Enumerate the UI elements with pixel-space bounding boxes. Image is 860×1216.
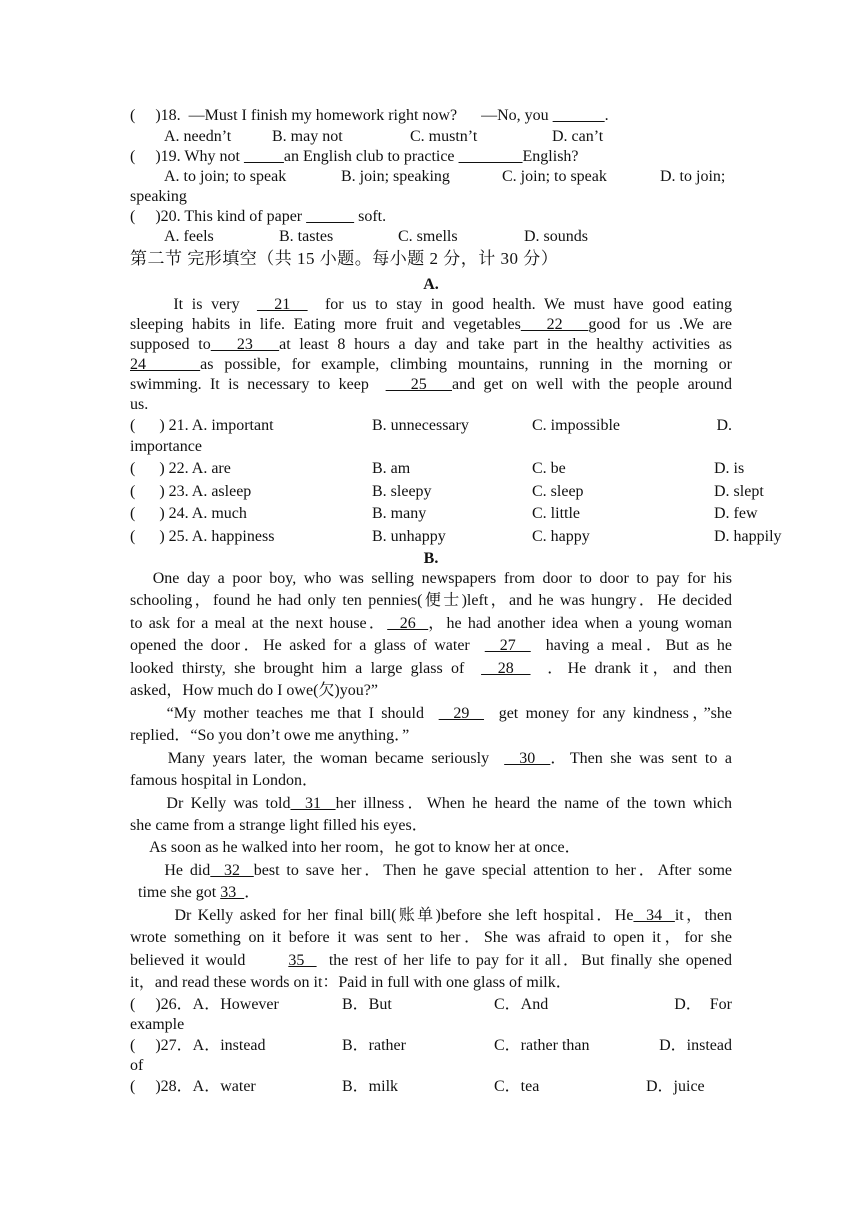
passage-b-heading: B.: [423, 550, 439, 567]
passage-b-line: [130, 659, 732, 681]
passage-a-line: [130, 355, 732, 377]
option-b: B. unhappy: [372, 527, 446, 545]
answer-blank: 25: [385, 376, 452, 393]
q19-option-a: A. to join; to speak: [164, 168, 287, 185]
passage-a-line: [130, 315, 732, 337]
passage-b-line: [130, 838, 732, 860]
passage-text: He did: [130, 861, 211, 879]
passage-a-question: [130, 416, 732, 438]
option-c: C. happy: [532, 527, 590, 545]
option-d: D． For: [674, 996, 732, 1013]
q20-option-c: C. smells: [398, 228, 458, 245]
passage-a-question: [130, 527, 782, 549]
option-b: B．milk: [342, 1078, 399, 1095]
passage-text: ．: [244, 884, 261, 902]
passage-b-line: [130, 591, 732, 613]
passage-text: It is very: [130, 296, 257, 313]
passage-text: for us to stay in good health. We must have good eating: [307, 296, 733, 313]
answer-blank: 23: [210, 336, 280, 353]
q19-blank-2: [459, 148, 523, 165]
passage-b-line: [130, 816, 732, 838]
passage-text: best to save her．Then he gave special attention to her．After some: [253, 861, 732, 879]
passage-text: opened the door．He asked for a glass of water: [130, 637, 485, 655]
answer-blank: 34: [633, 906, 675, 924]
passage-text: the rest of her life to pay for it all．But finally she opened: [316, 951, 732, 969]
passage-text: ，he had another idea when a young woman: [428, 614, 732, 632]
q19-option-b: B. join; speaking: [341, 168, 450, 185]
q19-options-cont: [130, 187, 732, 209]
passage-b-question: [130, 1077, 732, 1099]
answer-blank: 30: [504, 749, 551, 767]
option-c: C. sleep: [532, 482, 584, 500]
passage-b-line: [130, 614, 732, 636]
q20-options: [130, 227, 732, 249]
passage-text: as possible, for example, climbing mountains, running in the morning or: [200, 356, 733, 373]
passage-b-line: [130, 569, 732, 591]
section-title: 第二节 完形填空（共 15 小题。每小题 2 分，计 30 分）: [130, 249, 559, 268]
passage-text: believed it would: [130, 951, 289, 969]
option-continuation: of: [130, 1056, 144, 1074]
q18-end: .: [604, 107, 609, 124]
q20-option-b: B. tastes: [279, 228, 334, 245]
answer-blank: 21: [256, 296, 308, 313]
q18-blank: [553, 107, 605, 124]
passage-a-last-line: us.: [130, 396, 149, 413]
passage-text: to ask for a meal at the next house．: [130, 614, 388, 632]
passage-text: Dr Kelly asked for her final bill(账单)before she left hospital．He: [130, 906, 634, 924]
passage-text: schooling，found he had only ten pennies(便士)left，and he was hungry．He decided: [130, 592, 732, 610]
q19-options: [130, 167, 732, 189]
passage-text: her illness．When he heard the name of the town which: [335, 794, 732, 812]
passage-text: One day a poor boy, who was selling newspapers from door to door to pay for his: [130, 570, 732, 587]
option-c: C. little: [532, 505, 580, 522]
option-b: B. am: [372, 460, 411, 477]
passage-text: swimming. It is necessary to keep: [130, 376, 386, 393]
answer-blank: 29: [438, 704, 485, 722]
q19-stem-3: English?: [522, 148, 579, 165]
passage-text: having a meal．But as he: [530, 637, 732, 655]
q18-options: [130, 127, 732, 149]
passage-text: replied．“So you don’t owe me anything．”: [130, 727, 410, 745]
passage-text: and get on well with the people around: [451, 376, 733, 393]
passage-text: it，then: [674, 906, 732, 924]
q18-option-d: D. can’t: [552, 128, 604, 145]
answer-blank: 24: [130, 356, 201, 373]
passage-b-line: [130, 951, 732, 973]
answer-blank: 33: [220, 884, 245, 902]
answer-blank: 32: [210, 861, 254, 879]
option-c: C．tea: [494, 1078, 540, 1095]
passage-text: supposed to: [130, 336, 211, 353]
passage-text: good for us .We are: [588, 316, 733, 333]
q19-option-d: D. to join;: [660, 168, 726, 185]
passage-text: ．He drank it，and then: [530, 659, 732, 677]
option-d: D．instead: [659, 1037, 732, 1054]
passage-text: Many years later, the woman became seriously: [130, 749, 505, 767]
option-continuation: example: [130, 1015, 185, 1033]
answer-blank: 22: [520, 316, 589, 333]
question-label-option-a: ( )26．A．However: [130, 996, 279, 1013]
passage-a-line: [130, 295, 732, 317]
option-d: D. few: [714, 505, 758, 522]
passage-b-line: [130, 794, 732, 816]
passage-text: “My mother teaches me that I should: [130, 704, 439, 722]
option-d: D. happily: [714, 527, 782, 545]
passage-text: asked，How much do I owe(欠)you?”: [130, 682, 378, 700]
passage-text: looked thirsty, she brought him a large glass of: [130, 659, 482, 677]
passage-b-line: [130, 928, 732, 950]
question-label-option-a: ( ) 21. A. important: [130, 417, 274, 434]
option-d: D. is: [714, 460, 745, 477]
passage-b-line: [130, 973, 732, 995]
answer-blank: 26: [387, 614, 429, 632]
passage-b-line: [130, 704, 732, 726]
question-label-option-a: ( )28．A．water: [130, 1078, 256, 1095]
passage-text: it，and read these words on it：Paid in full with one glass of milk．: [130, 974, 572, 992]
passage-b-line: [130, 726, 732, 748]
q18-option-a: A. needn’t: [164, 128, 232, 145]
passage-b-line: [130, 681, 732, 703]
option-b: B．But: [342, 996, 392, 1013]
passage-b-line: [130, 861, 732, 883]
q20-blank: [306, 208, 354, 225]
question-20: [130, 207, 732, 229]
option-b: B. unnecessary: [372, 417, 469, 434]
option-b: B. many: [372, 505, 427, 522]
passage-text: famous hospital in London．: [130, 772, 318, 790]
passage-b-line: [130, 636, 732, 658]
passage-b-line: [130, 906, 732, 928]
passage-b-line: [130, 883, 732, 905]
question-label-option-a: ( ) 22. A. are: [130, 460, 231, 477]
q19-stem-2: an English club to practice: [283, 148, 459, 165]
passage-text: get money for any kindness，”she: [484, 704, 732, 722]
question-18: [130, 106, 732, 128]
passage-a-question: [130, 504, 758, 526]
passage-a-line: [130, 335, 732, 357]
answer-blank: 31: [290, 794, 336, 812]
question-label-option-a: ( ) 24. A. much: [130, 505, 247, 522]
option-b: B. sleepy: [372, 482, 432, 500]
option-c: C．rather than: [494, 1037, 590, 1054]
passage-a-question: [130, 482, 764, 504]
option-continuation: importance: [130, 437, 202, 455]
passage-b-line: [130, 749, 732, 771]
passage-a-line: [130, 375, 732, 397]
option-d: D. slept: [714, 482, 764, 500]
q18-option-c: C. mustn’t: [410, 128, 478, 145]
passage-a-heading: A.: [423, 276, 439, 293]
q19-option-d-cont: speaking: [130, 188, 187, 205]
passage-a-question: [130, 459, 745, 481]
q20-stem: ( )20. This kind of paper: [130, 208, 307, 225]
passage-text: ．Then she was sent to a: [550, 749, 732, 767]
q19-option-c: C. join; to speak: [502, 168, 607, 185]
answer-blank: 28: [481, 659, 531, 677]
answer-blank: 35: [288, 951, 317, 969]
q18-option-b: B. may not: [272, 128, 343, 145]
q20-option-d: D. sounds: [524, 228, 589, 245]
q20-end: soft.: [354, 208, 387, 225]
answer-blank: 27: [484, 637, 531, 655]
passage-text: time she got: [130, 884, 221, 902]
passage-text: sleeping habits in life. Eating more fruit and vegetables: [130, 316, 521, 333]
passage-text: at least 8 hours a day and take part in the healthy activities as: [279, 336, 733, 353]
question-label-option-a: ( )27．A．instead: [130, 1037, 266, 1054]
option-d: D.: [716, 417, 732, 434]
passage-text: she came from a strange light filled his eyes．: [130, 816, 428, 834]
question-19: [130, 147, 732, 169]
option-c: C. impossible: [532, 417, 621, 434]
q19-stem: ( )19. Why not: [130, 148, 244, 165]
q18-stem: ( )18. —Must I finish my homework right now? —No, you: [130, 107, 553, 124]
passage-text: Dr Kelly was told: [130, 794, 291, 812]
option-c: C．And: [494, 996, 549, 1013]
q20-option-a: A. feels: [164, 228, 214, 245]
q19-blank-1: [244, 148, 284, 165]
option-d: D．juice: [646, 1078, 705, 1095]
passage-text: wrote something on it before it was sent to her．She was afraid to open it，for she: [130, 929, 733, 947]
passage-text: As soon as he walked into her room，he got to know her at once．: [130, 839, 581, 857]
option-b: B．rather: [342, 1037, 406, 1054]
option-c: C. be: [532, 460, 566, 477]
passage-b-line: [130, 771, 732, 793]
question-label-option-a: ( ) 25. A. happiness: [130, 527, 275, 545]
question-label-option-a: ( ) 23. A. asleep: [130, 482, 252, 500]
